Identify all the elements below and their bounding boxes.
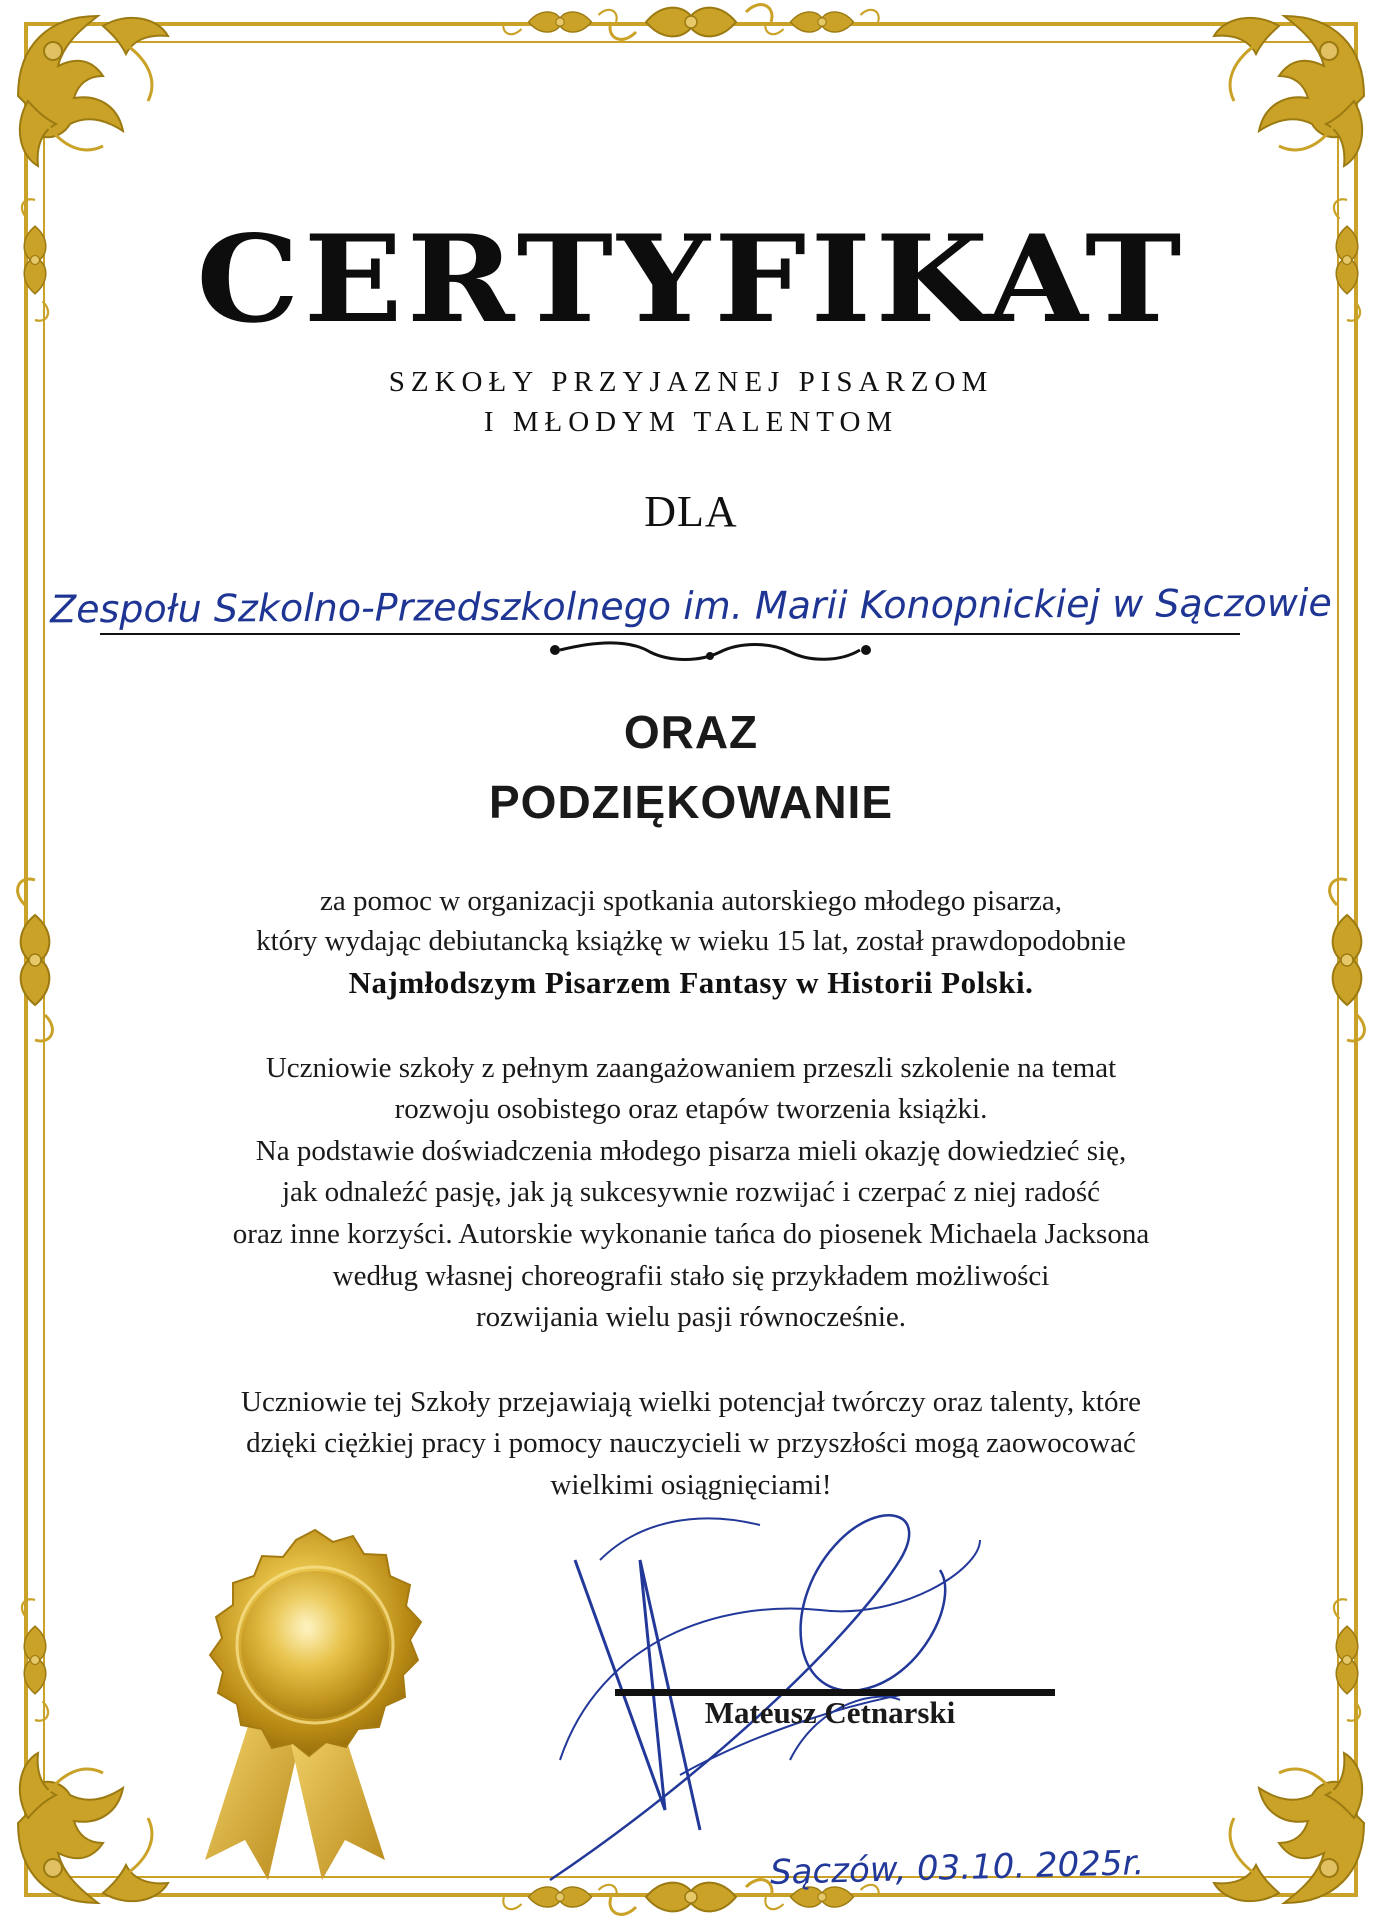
subtitle-line-1: SZKOŁY PRZYJAZNEJ PISARZOM <box>388 366 994 398</box>
thanks-heading: PODZIĘKOWANIE <box>488 776 894 828</box>
subtitle-line-2: I MŁODYM TALENTOM <box>483 406 899 438</box>
p1-line-2: który wydając debiutancką książkę w wieku 15 lat, został prawdopodobnie <box>256 925 1126 957</box>
p2-line-5: oraz inne korzyści. Autorskie wykonanie tańca do piosenek Michaela Jacksona <box>232 1218 1150 1250</box>
recipient-handwritten: Zespołu Szkolno-Przedszkolnego im. Marii Konopnickiej w Sączowie <box>50 580 1332 632</box>
and-heading: ORAZ <box>623 706 759 758</box>
p2-line-7: rozwijania wielu pasji równocześnie. <box>475 1301 906 1333</box>
certificate-title: CERTYFIKAT <box>196 209 1186 350</box>
p3-line-2: dzięki ciężkiej pracy i pomocy nauczycieli w przyszłości mogą zaowocować <box>246 1427 1136 1459</box>
p3-line-3: wielkimi osiągnięciami! <box>550 1469 832 1501</box>
p1-line-1: za pomoc w organizacji spotkania autorskiego młodego pisarza, <box>320 885 1062 917</box>
p2-line-1: Uczniowie szkoły z pełnym zaangażowaniem przeszli szkolenie na temat <box>265 1052 1117 1084</box>
for-label: DLA <box>644 487 738 536</box>
p2-line-3: Na podstawie doświadczenia młodego pisarza mieli okazję dowiedzieć się, <box>255 1135 1127 1167</box>
p1-bold-line: Najmłodszym Pisarzem Fantasy w Historii Polski. <box>348 965 1034 1000</box>
p2-line-6: według własnej choreografii stało się przykładem możliwości <box>332 1260 1050 1292</box>
p2-line-2: rozwoju osobistego oraz etapów tworzenia książki. <box>394 1093 988 1125</box>
place-and-date-handwritten: Sączów, 03.10. 2025r. <box>769 1843 1145 1893</box>
p2-line-4: jak odnaleźć pasję, jak ją sukcesywnie rozwijać i czerpać z niej radość <box>281 1176 1101 1208</box>
p3-line-1: Uczniowie tej Szkoły przejawiają wielki potencjał twórczy oraz talenty, które <box>241 1386 1141 1418</box>
signer-name: Mateusz Cetnarski <box>704 1695 956 1730</box>
